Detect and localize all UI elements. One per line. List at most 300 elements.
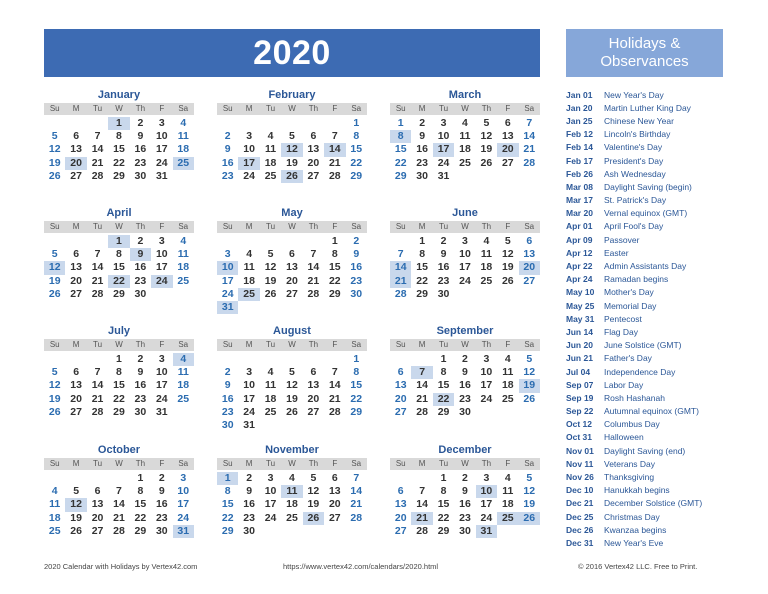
month-name: November — [265, 444, 319, 456]
day-cell: 10 — [155, 366, 168, 379]
day-cell: 15 — [221, 498, 234, 511]
day-cell: 30 — [437, 287, 450, 300]
weekday-label: Sa — [524, 459, 535, 468]
day-cell: 10 — [437, 130, 450, 143]
day-cell: 10 — [243, 143, 255, 156]
day-cell: 4 — [51, 485, 58, 498]
day-cell: 18 — [243, 274, 255, 287]
day-cell: 27 — [70, 169, 82, 182]
empty-cell — [390, 235, 411, 248]
day-cell: 22 — [113, 392, 125, 405]
day-cell: 27 — [70, 287, 82, 300]
holiday-row — [566, 536, 756, 549]
day-cell: 5 — [310, 472, 317, 484]
weekday-label: F — [159, 459, 165, 468]
weekday-label: Sa — [351, 222, 362, 231]
month-march — [390, 89, 540, 183]
day-cell: 9 — [462, 366, 468, 379]
holiday-name: Memorial Day — [604, 300, 657, 311]
day-cell: 18 — [177, 261, 190, 274]
day-cell: 1 — [353, 353, 360, 365]
day-cell: 20 — [307, 392, 320, 405]
day-cell: 9 — [137, 366, 144, 379]
day-cell: 8 — [137, 485, 144, 498]
day-cell: 27 — [307, 169, 320, 182]
day-cell: 7 — [310, 248, 317, 261]
holiday-row — [566, 510, 756, 523]
day-cell: 21 — [350, 498, 363, 511]
day-cell: 15 — [113, 379, 125, 392]
holiday-name: Veterans Day — [604, 458, 656, 469]
day-cell: 14 — [416, 379, 428, 392]
day-cell: 25 — [480, 274, 493, 287]
holiday-row — [566, 273, 756, 286]
footer-left: 2020 Calendar with Holidays by Vertex42.com — [44, 562, 198, 571]
day-cell: 16 — [416, 143, 428, 156]
day-cell: 3 — [483, 472, 490, 484]
holiday-date: Jan 25 — [566, 115, 593, 126]
holiday-date: Sep 19 — [566, 392, 594, 403]
day-cell: 27 — [328, 511, 341, 524]
month-name: June — [452, 207, 478, 219]
holiday-list — [566, 88, 756, 550]
day-cell: 15 — [134, 498, 147, 511]
day-cell: 19 — [523, 498, 536, 511]
day-cell: 24 — [459, 274, 471, 287]
weekday-label: F — [332, 222, 338, 231]
day-cell: 30 — [134, 287, 147, 300]
holiday-date: Feb 17 — [566, 155, 593, 166]
day-cell: 26 — [523, 392, 536, 405]
day-cell: 20 — [91, 511, 104, 524]
day-cell: 19 — [48, 274, 61, 287]
day-cell: 6 — [73, 366, 80, 379]
day-cell: 18 — [459, 143, 471, 156]
day-cell: 28 — [307, 287, 320, 300]
day-cell: 4 — [289, 472, 295, 484]
day-cell: 2 — [353, 235, 360, 247]
weekday-label: Sa — [178, 340, 189, 349]
day-cell: 13 — [70, 261, 82, 274]
weekday-label: M — [72, 222, 80, 231]
day-cell: 1 — [419, 235, 426, 247]
day-cell: 12 — [264, 261, 277, 274]
holiday-row — [566, 194, 756, 207]
day-cell: 5 — [51, 130, 58, 143]
year-banner — [44, 29, 540, 77]
day-cell: 2 — [246, 472, 253, 484]
holiday-name: President's Day — [604, 155, 664, 166]
day-cell: 18 — [177, 143, 190, 156]
holiday-row — [566, 114, 756, 127]
day-cell: 8 — [331, 248, 338, 261]
day-cell: 23 — [221, 405, 234, 418]
day-cell: 31 — [173, 525, 194, 538]
day-cell: 26 — [303, 512, 324, 525]
day-cell: 8 — [224, 485, 231, 498]
day-cell: 26 — [48, 169, 61, 182]
holiday-row — [566, 352, 756, 365]
day-cell: 14 — [523, 130, 536, 143]
day-cell: 22 — [416, 274, 428, 287]
holiday-name: Columbus Day — [604, 419, 660, 430]
empty-cell — [44, 472, 65, 485]
holiday-date: May 10 — [566, 287, 595, 298]
day-cell: 21 — [328, 392, 341, 405]
day-cell: 7 — [526, 117, 533, 129]
day-cell: 21 — [523, 143, 536, 156]
weekday-label: Tu — [439, 222, 449, 231]
day-cell: 3 — [440, 117, 447, 129]
day-cell: 13 — [523, 248, 536, 261]
day-cell: 1 — [397, 117, 404, 129]
holiday-date: Jun 20 — [566, 340, 593, 351]
year-title: 2020 — [253, 33, 331, 72]
day-cell: 17 — [221, 274, 234, 287]
day-cell: 30 — [459, 405, 471, 418]
holiday-row — [566, 180, 756, 193]
day-cell: 5 — [289, 130, 295, 143]
day-cell: 1 — [137, 472, 144, 484]
empty-cell — [260, 117, 281, 130]
weekday-label: W — [115, 459, 123, 468]
day-cell: 12 — [480, 130, 493, 143]
holiday-date: Mar 17 — [566, 195, 593, 206]
day-cell: 2 — [462, 472, 468, 484]
holiday-name: April Fool's Day — [604, 221, 664, 232]
day-cell: 18 — [480, 261, 493, 274]
day-cell: 10 — [243, 379, 255, 392]
month-name: July — [107, 325, 130, 337]
day-cell: 12 — [523, 485, 536, 498]
day-cell: 6 — [397, 366, 404, 379]
day-cell: 26 — [480, 156, 493, 169]
day-cell: 28 — [91, 169, 104, 182]
day-cell: 15 — [350, 143, 363, 156]
day-cell: 20 — [394, 511, 407, 524]
day-cell: 3 — [267, 472, 274, 484]
day-cell: 24 — [151, 275, 172, 288]
holiday-date: Oct 12 — [566, 419, 592, 430]
day-cell: 1 — [217, 472, 238, 485]
day-cell: 10 — [177, 485, 190, 498]
day-grid — [217, 117, 367, 183]
holiday-date: Jan 01 — [566, 89, 593, 100]
day-cell: 8 — [419, 248, 426, 261]
holiday-row — [566, 220, 756, 233]
day-cell: 12 — [44, 261, 65, 274]
empty-cell — [65, 472, 86, 485]
day-cell: 9 — [353, 248, 360, 261]
day-cell: 12 — [501, 248, 514, 261]
holiday-row — [566, 470, 756, 483]
empty-cell — [238, 235, 259, 248]
holiday-name: Flag Day — [604, 326, 639, 337]
weekday-label: Tu — [439, 340, 449, 349]
weekday-label: F — [332, 459, 338, 468]
weekday-header — [390, 103, 540, 115]
holiday-date: Apr 22 — [566, 261, 593, 272]
day-cell: 23 — [459, 511, 471, 524]
weekday-label: Su — [49, 459, 60, 468]
weekday-label: Th — [308, 340, 319, 349]
holiday-name: Ramadan begins — [604, 274, 669, 285]
day-cell: 5 — [289, 366, 295, 379]
weekday-label: M — [72, 340, 80, 349]
holiday-name: Labor Day — [604, 379, 644, 390]
footer-url[interactable]: https://www.vertex42.com/calendars/2020.html — [283, 562, 439, 571]
day-cell: 3 — [224, 248, 231, 261]
holiday-row — [566, 523, 756, 536]
day-cell: 16 — [134, 261, 147, 274]
empty-cell — [87, 117, 108, 130]
weekday-label: Sa — [351, 459, 362, 468]
weekday-label: F — [505, 104, 511, 113]
day-cell: 17 — [177, 498, 190, 511]
weekday-label: M — [418, 104, 426, 113]
day-cell: 23 — [350, 274, 363, 287]
day-cell: 24 — [437, 156, 450, 169]
day-cell: 22 — [108, 275, 129, 288]
weekday-header — [44, 103, 194, 115]
weekday-header — [217, 339, 367, 351]
empty-cell — [390, 353, 411, 366]
holiday-row — [566, 325, 756, 338]
day-cell: 27 — [523, 274, 536, 287]
weekday-label: Su — [222, 222, 233, 231]
day-grid — [390, 353, 540, 419]
day-cell: 9 — [137, 130, 144, 143]
holiday-row — [566, 391, 756, 404]
day-cell: 30 — [134, 405, 147, 418]
holiday-name: June Solstice (GMT) — [604, 340, 682, 351]
weekday-header — [44, 339, 194, 351]
day-cell: 8 — [440, 485, 447, 498]
weekday-label: W — [288, 104, 296, 113]
holiday-date: Dec 10 — [566, 485, 594, 496]
day-cell: 11 — [502, 366, 514, 379]
day-cell: 12 — [48, 379, 61, 392]
day-cell: 29 — [328, 287, 341, 300]
holiday-name: Ash Wednesday — [604, 168, 666, 179]
day-cell: 6 — [289, 248, 295, 261]
day-cell: 4 — [180, 235, 187, 247]
day-cell: 4 — [246, 248, 253, 261]
day-cell: 22 — [113, 156, 125, 169]
day-cell: 3 — [483, 353, 490, 365]
empty-cell — [303, 235, 324, 248]
day-cell: 13 — [91, 498, 104, 511]
day-cell: 25 — [264, 169, 277, 182]
weekday-label: Tu — [266, 222, 276, 231]
day-cell: 13 — [501, 130, 514, 143]
day-cell: 15 — [350, 379, 363, 392]
empty-cell — [390, 472, 411, 485]
day-cell: 15 — [394, 143, 407, 156]
holiday-row — [566, 259, 756, 272]
weekday-label: Su — [49, 340, 60, 349]
day-cell: 11 — [177, 248, 189, 261]
day-cell: 28 — [328, 405, 341, 418]
weekday-label: W — [461, 222, 469, 231]
day-cell: 3 — [158, 353, 165, 365]
weekday-label: Tu — [266, 104, 276, 113]
holiday-name: New Year's Eve — [604, 537, 664, 548]
day-cell: 11 — [265, 143, 277, 156]
day-cell: 17 — [155, 261, 168, 274]
day-cell: 30 — [459, 524, 471, 537]
holiday-name: Halloween — [604, 432, 644, 443]
day-cell: 25 — [459, 156, 471, 169]
day-cell: 23 — [416, 156, 428, 169]
day-cell: 16 — [134, 379, 147, 392]
empty-cell — [260, 353, 281, 366]
day-grid — [217, 353, 367, 432]
day-cell: 24 — [221, 287, 234, 300]
day-cell: 22 — [221, 511, 234, 524]
day-cell: 29 — [437, 524, 450, 537]
day-cell: 5 — [73, 485, 80, 498]
holiday-date: Jun 14 — [566, 326, 593, 337]
weekday-label: Tu — [266, 459, 276, 468]
day-cell: 29 — [350, 405, 363, 418]
day-cell: 7 — [353, 472, 360, 484]
day-cell: 25 — [501, 392, 514, 405]
day-cell: 7 — [397, 248, 404, 261]
holiday-date: Apr 12 — [566, 247, 593, 258]
day-cell: 20 — [328, 498, 341, 511]
day-cell: 22 — [328, 274, 341, 287]
empty-cell — [65, 353, 86, 366]
day-cell: 1 — [331, 235, 338, 247]
day-cell: 13 — [286, 261, 298, 274]
empty-cell — [281, 117, 302, 130]
day-cell: 24 — [155, 392, 168, 405]
day-cell: 26 — [286, 405, 298, 418]
day-cell: 23 — [155, 511, 168, 524]
day-cell: 28 — [113, 524, 125, 537]
weekday-label: M — [418, 340, 426, 349]
day-cell: 24 — [264, 511, 277, 524]
day-cell: 15 — [113, 261, 125, 274]
day-cell: 30 — [221, 418, 234, 431]
holiday-row — [566, 431, 756, 444]
weekday-label: F — [159, 104, 165, 113]
day-cell: 4 — [267, 366, 274, 379]
day-cell: 7 — [331, 366, 338, 379]
day-cell: 21 — [113, 511, 125, 524]
day-cell: 31 — [476, 525, 497, 538]
day-cell: 27 — [91, 524, 104, 537]
holiday-row — [566, 418, 756, 431]
day-cell: 16 — [459, 498, 471, 511]
day-cell: 16 — [350, 261, 363, 274]
holiday-name: Martin Luther King Day — [604, 102, 691, 113]
day-cell: 14 — [324, 143, 345, 156]
day-cell: 21 — [307, 274, 320, 287]
day-cell: 29 — [113, 169, 125, 182]
day-cell: 2 — [137, 117, 144, 129]
day-cell: 30 — [155, 524, 168, 537]
holiday-date: Dec 21 — [566, 498, 594, 509]
weekday-label: Th — [481, 459, 492, 468]
weekday-label: Th — [481, 340, 492, 349]
day-cell: 5 — [483, 117, 490, 129]
day-cell: 18 — [177, 379, 190, 392]
weekday-label: Th — [308, 459, 319, 468]
holiday-name: Hanukkah begins — [604, 485, 670, 496]
empty-cell — [87, 235, 108, 248]
day-cell: 14 — [91, 143, 104, 156]
day-cell: 12 — [281, 143, 302, 156]
day-cell: 17 — [480, 379, 493, 392]
day-cell: 21 — [416, 392, 428, 405]
day-cell: 4 — [483, 235, 490, 247]
day-cell: 8 — [116, 366, 122, 379]
day-cell: 14 — [307, 261, 320, 274]
day-cell: 9 — [246, 485, 253, 498]
day-cell: 26 — [519, 512, 540, 525]
weekday-label: Th — [135, 104, 146, 113]
weekday-label: M — [245, 104, 253, 113]
day-cell: 7 — [331, 130, 338, 143]
day-cell: 19 — [519, 379, 540, 392]
day-cell: 21 — [411, 512, 432, 525]
day-cell: 9 — [224, 143, 231, 156]
day-cell: 11 — [480, 248, 492, 261]
empty-cell — [238, 117, 259, 130]
weekday-label: Sa — [524, 222, 535, 231]
day-cell: 14 — [390, 261, 411, 274]
day-cell: 22 — [433, 393, 454, 406]
empty-cell — [324, 353, 345, 366]
weekday-label: W — [115, 104, 123, 113]
day-cell: 14 — [416, 498, 428, 511]
day-grid — [44, 117, 194, 183]
day-cell: 24 — [480, 392, 493, 405]
month-june — [390, 207, 540, 301]
day-grid — [390, 472, 540, 538]
day-cell: 2 — [419, 117, 426, 129]
day-cell: 9 — [419, 130, 426, 143]
month-name: May — [281, 207, 303, 219]
day-cell: 29 — [394, 169, 407, 182]
day-cell: 7 — [411, 366, 432, 379]
holidays-title-line1: Holidays & — [608, 35, 681, 52]
day-cell: 25 — [177, 392, 190, 405]
day-cell: 2 — [224, 130, 231, 143]
empty-cell — [238, 353, 259, 366]
holiday-name: New Year's Day — [604, 89, 664, 100]
holiday-name: Mother's Day — [604, 287, 654, 298]
weekday-label: Su — [395, 104, 406, 113]
day-cell: 19 — [307, 498, 320, 511]
day-cell: 25 — [497, 512, 518, 525]
day-cell: 20 — [394, 392, 407, 405]
day-cell: 6 — [504, 117, 511, 129]
day-cell: 13 — [307, 379, 320, 392]
day-cell: 15 — [113, 143, 125, 156]
holiday-row — [566, 378, 756, 391]
day-cell: 16 — [134, 143, 147, 156]
day-cell: 11 — [177, 130, 189, 143]
weekday-label: Th — [135, 459, 146, 468]
day-cell: 6 — [397, 485, 404, 498]
day-cell: 26 — [281, 170, 302, 183]
weekday-label: F — [505, 459, 511, 468]
day-cell: 8 — [353, 130, 360, 143]
weekday-label: W — [288, 340, 296, 349]
